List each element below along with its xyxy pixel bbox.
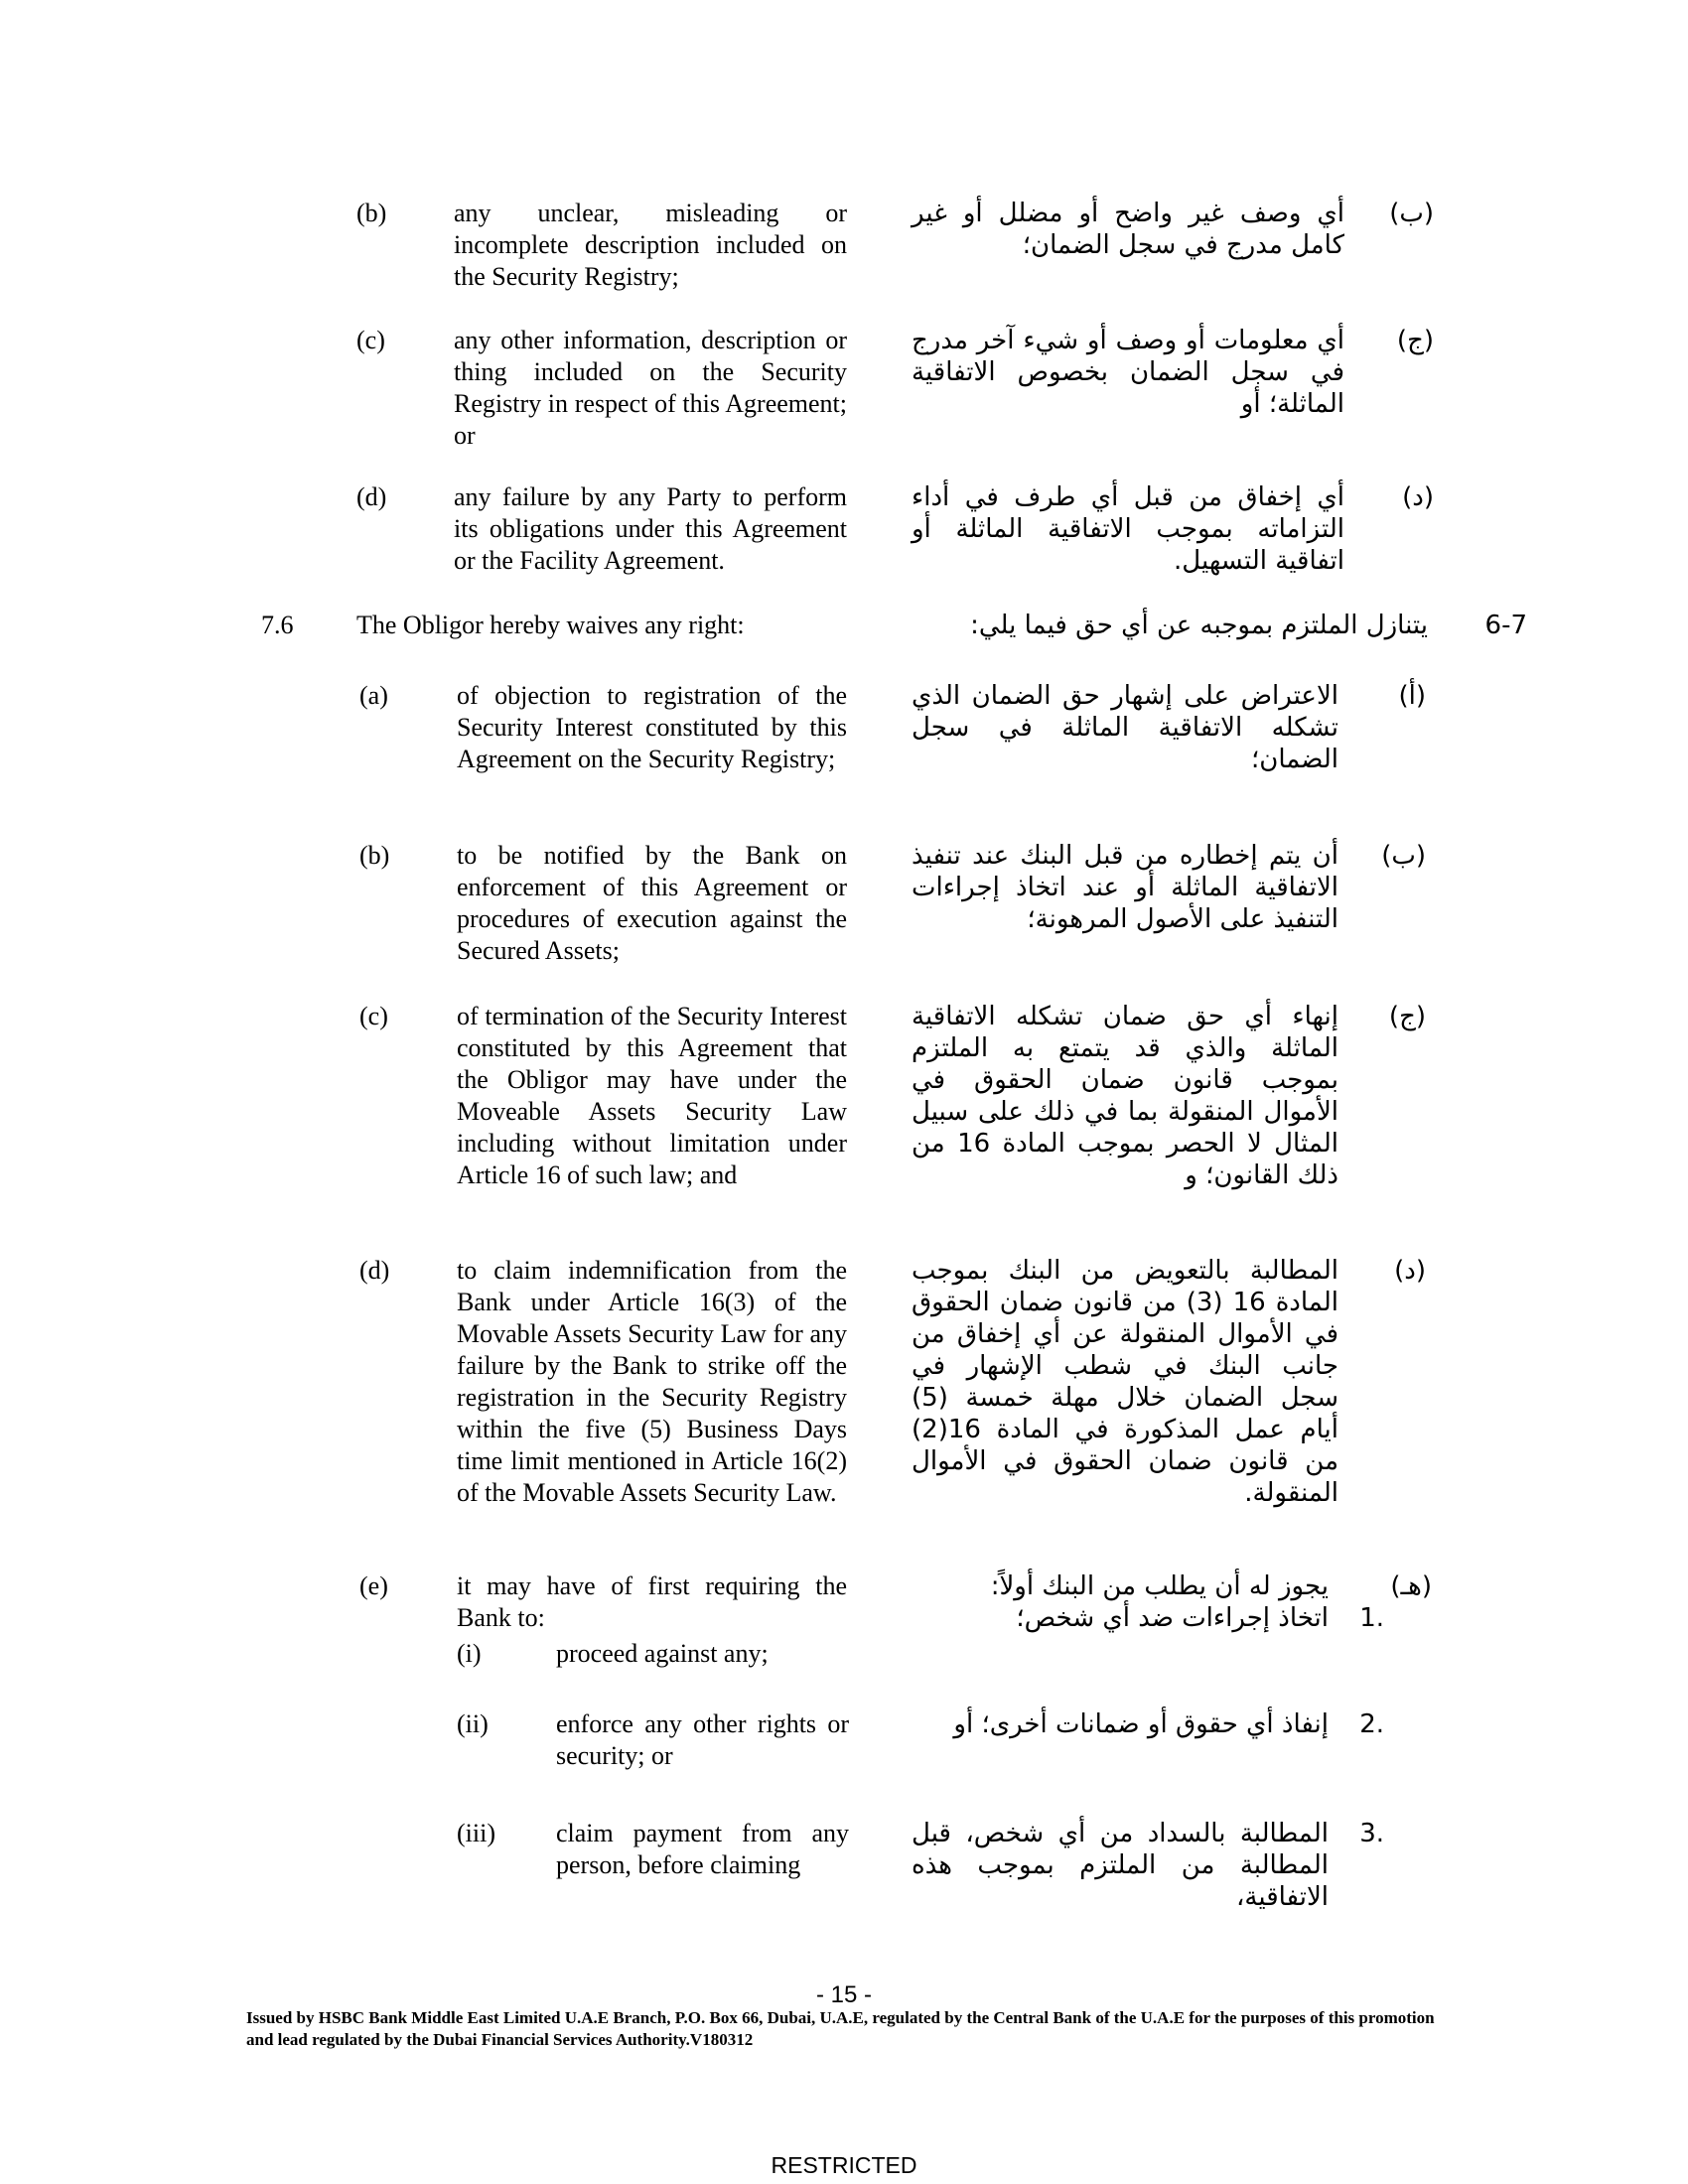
subitem-text-en: proceed against any; [556, 1639, 769, 1668]
page-number: - 15 - [815, 1981, 872, 2008]
item-text-ar: الاعتراض على إشهار حق الضمان الذي تشكله الاتفاقية الماثلة في سجل الضمان؛ [912, 681, 1338, 774]
item-text-ar: إنهاء أي حق ضمان تشكله الاتفاقية الماثلة والذي قد يتمتع به الملتزم بموجب قانون ضمان الحقوق في الأموال المنقولة بما في ذلك على سبيل المثال لا الحصر بموجب المادة 16 من ذلك القانون؛ و [912, 1002, 1338, 1190]
item-label-ar: (ب) [1381, 841, 1426, 871]
item-text-en: to claim indemnification from the Bank under Article 16(3) of the Movable Assets Security Law for any failure by the Bank to strike off the registration in the Security Registry within the five (5) Business Days time limit mentioned in Article 16(2) of the Movable Assets Security Law. [457, 1256, 847, 1507]
subitem-text-ar: إنفاذ أي حقوق أو ضمانات أخرى؛ أو [953, 1709, 1329, 1739]
footer-disclaimer: Issued by HSBC Bank Middle East Limited U.A.E Branch, P.O. Box 66, Dubai, U.A.E, regulated by the Central Bank of the U.A.E for the purposes of this promotion and lead regulated by the Dubai Financial Services Authority.V180312 [246, 2008, 1435, 2049]
item-label-en: (c) [356, 326, 385, 354]
item-text-en: of objection to registration of the Security Interest constituted by this Agreement on the Security Registry; [457, 681, 847, 773]
subitem-text-en: enforce any other rights or security; or [556, 1709, 849, 1770]
clause-number-en: 7.6 [261, 611, 294, 639]
item-label-en: (b) [356, 199, 387, 227]
item-text-ar: أي معلومات أو وصف أو شيء آخر مدرج في سجل الضمان بخصوص الاتفاقية الماثلة؛ أو [912, 326, 1344, 419]
item-label-en: (d) [356, 482, 387, 511]
item-text-ar: أن يتم إخطاره من قبل البنك عند تنفيذ الاتفاقية الماثلة أو عند اتخاذ إجراءات التنفيذ على الأصول المرهونة؛ [912, 841, 1338, 934]
item-text-en: any failure by any Party to perform its obligations under this Agreement or the Facility Agreement. [454, 482, 847, 575]
item-label-ar: (د) [1402, 482, 1434, 512]
item-label-en: (c) [359, 1002, 388, 1030]
subitem-label-en: (ii) [457, 1709, 489, 1738]
subitem-text-en: claim payment from any person, before claiming [556, 1819, 849, 1879]
item-label-ar: (ج) [1396, 326, 1434, 355]
item-text-en: to be notified by the Bank on enforcement of this Agreement or procedures of execution against the Secured Assets; [457, 841, 847, 965]
subitem-label-ar: .2 [1359, 1709, 1384, 1739]
item-text-ar: أي وصف غير واضح أو مضلل أو غير كامل مدرج في سجل الضمان؛ [912, 199, 1344, 260]
item-label-en: (a) [359, 681, 388, 710]
item-label-en: (d) [359, 1256, 390, 1285]
clause-number-ar: 6-7 [1484, 611, 1527, 640]
item-text-en: of termination of the Security Interest constituted by this Agreement that the Obligor may have under the Moveable Assets Security Law including without limitation under Article 16 of such law; and [457, 1002, 847, 1189]
clause-text-en: The Obligor hereby waives any right: [356, 611, 745, 639]
item-label-ar: (أ) [1398, 681, 1426, 711]
item-text-ar: يجوز له أن يطلب من البنك أولاً: [990, 1571, 1329, 1601]
item-label-ar: (هـ) [1390, 1571, 1432, 1601]
item-label-ar: (ج) [1388, 1002, 1426, 1031]
item-text-en: any other information, description or thing included on the Security Registry in respect of this Agreement; or [454, 326, 847, 450]
subitem-label-ar: .3 [1359, 1819, 1384, 1848]
subitem-label-ar: .1 [1359, 1603, 1384, 1633]
subitem-label-en: (i) [457, 1639, 482, 1668]
subitem-text-ar: اتخاذ إجراءات ضد أي شخص؛ [1016, 1603, 1329, 1633]
item-text-ar: أي إخفاق من قبل أي طرف في أداء التزاماته بموجب الاتفاقية الماثلة أو اتفاقية التسهيل. [912, 482, 1344, 576]
item-text-en: any unclear, misleading or incomplete description included on the Security Registry; [454, 199, 847, 291]
subitem-label-en: (iii) [457, 1819, 495, 1847]
clause-text-ar: يتنازل الملتزم بموجبه عن أي حق فيما يلي: [970, 611, 1428, 640]
item-label-ar: (ب) [1389, 199, 1434, 228]
item-label-ar: (د) [1394, 1256, 1426, 1286]
item-label-en: (e) [359, 1571, 388, 1600]
item-text-ar: المطالبة بالتعويض من البنك بموجب المادة 16 (3) من قانون ضمان الحقوق في الأموال المنقولة عن أي إخفاق من جانب البنك في شطب الإشهار في سجل الضمان خلال مهلة خمسة (5) أيام عمل المذكورة في المادة 16(2) من قانون ضمان الحقوق في الأموال المنقولة. [912, 1256, 1338, 1508]
subitem-text-ar: المطالبة بالسداد من أي شخص، قبل المطالبة من الملتزم بموجب هذه الاتفاقية، [912, 1819, 1329, 1912]
classification-label: RESTRICTED [771, 2152, 917, 2178]
item-text-en: it may have of first requiring the Bank to: [457, 1571, 847, 1632]
item-label-en: (b) [359, 841, 390, 870]
